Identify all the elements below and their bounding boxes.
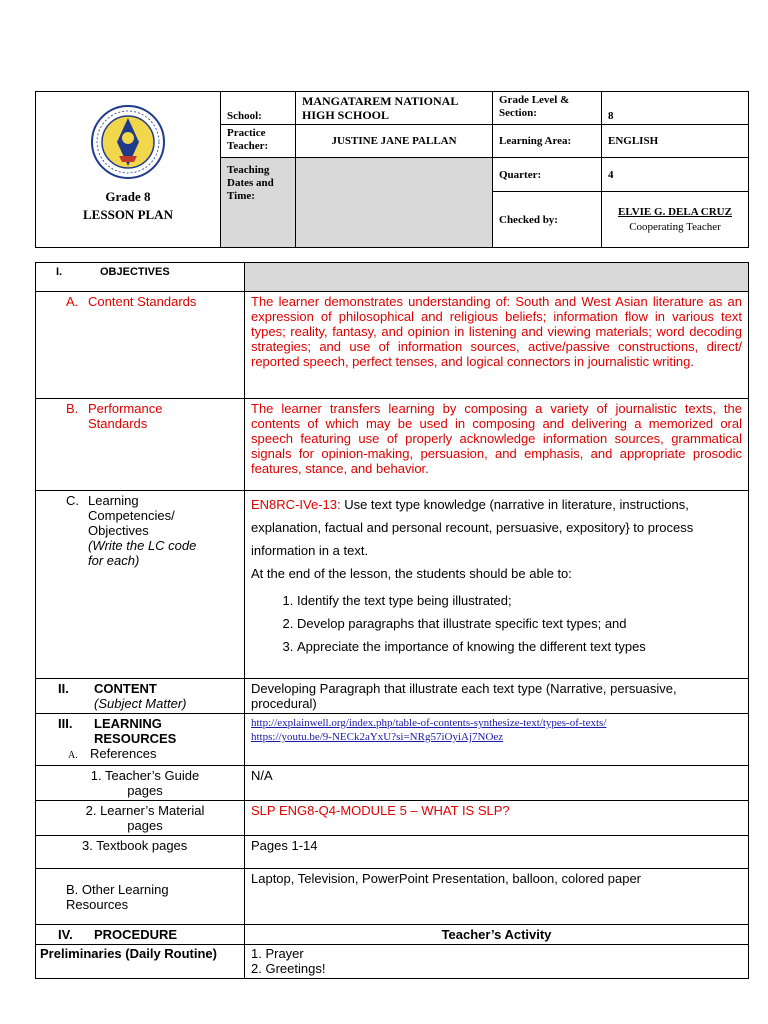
preliminaries-label: Preliminaries (Daily Routine) xyxy=(36,945,245,979)
checked-by-role: Cooperating Teacher xyxy=(629,221,721,233)
checked-by-cell xyxy=(602,192,749,248)
competencies-note: (Write the LC code for each) xyxy=(88,538,197,568)
content-num: II. xyxy=(58,681,69,696)
preliminary-item: 1. Prayer xyxy=(251,946,304,961)
deped-seal xyxy=(36,104,220,185)
content-standards-label: Content Standards xyxy=(88,294,197,309)
reference-link-2[interactable]: https://youtu.be/9-NECk2aYxU?si=NRg57iOyiAj7NOez xyxy=(251,731,504,743)
header-logo-cell xyxy=(36,92,221,248)
content-standards-label-cell xyxy=(36,292,245,399)
teachers-guide-label: 1. Teacher’s Guide pages xyxy=(36,766,245,801)
content-standards-num: A. xyxy=(66,294,79,309)
learners-material-label: 2. Learner’s Material pages xyxy=(36,801,245,836)
competency-text: Use text type knowledge (narrative in literature, instructions, explanation, factual and personal recount, persuasive, expository} to process information in a text. xyxy=(251,497,694,558)
other-resources-value: Laptop, Television, PowerPoint Presentation, balloon, colored paper xyxy=(245,869,749,925)
content-standards-text: The learner demonstrates understanding of: South and West Asian literature as an expression of philosophical and religious beliefs; information flow in various text types; reality, fantasy, and opinion in listening and viewing materials; word decoding strategies; and use of information sources, active/passive constructions, direct/ reported speech, perfect tenses, and logical connectors in journalistic writing. xyxy=(245,292,749,399)
performance-standards-label: Performance Standards xyxy=(88,401,163,431)
header-table xyxy=(35,91,749,248)
lesson-plan-title: LESSON PLAN xyxy=(83,207,173,222)
objective-item: 2. Develop paragraphs that illustrate specific text types; and xyxy=(297,616,742,632)
dates-value xyxy=(296,158,493,248)
performance-standards-label-cell xyxy=(36,399,245,491)
learning-area-label: Learning Area: xyxy=(493,125,602,158)
competency-statement xyxy=(251,493,742,562)
objectives-header-shade xyxy=(245,263,749,292)
learners-material-value: SLP ENG8-Q4-MODULE 5 – WHAT IS SLP? xyxy=(245,801,749,836)
resources-label-cell xyxy=(36,714,245,766)
school-label: School: xyxy=(221,92,296,125)
other-resources-label: B. Other Learning Resources xyxy=(36,869,245,925)
content-sub: (Subject Matter) xyxy=(94,696,187,711)
grade-level-label: Grade Level & Section: xyxy=(493,92,602,125)
quarter-value: 4 xyxy=(602,158,749,192)
checked-by-label: Checked by: xyxy=(493,192,602,248)
grade-title: Grade 8 xyxy=(105,189,151,204)
dates-label: Teaching Dates and Time: xyxy=(221,158,296,248)
lesson-table xyxy=(35,262,749,979)
reference-link-1[interactable]: http://explainwell.org/index.php/table-of-contents-synthesize-text/types-of-texts/ xyxy=(251,717,607,729)
objectives-title: OBJECTIVES xyxy=(100,266,170,278)
procedure-num: IV. xyxy=(58,927,73,942)
teachers-guide-value: N/A xyxy=(245,766,749,801)
textbook-value: Pages 1-14 xyxy=(245,836,749,869)
references-num: A. xyxy=(68,750,78,761)
teachers-activity-header: Teacher’s Activity xyxy=(245,925,749,945)
teacher-label: Practice Teacher: xyxy=(221,125,296,158)
competencies-label: Learning Competencies/ Objectives xyxy=(88,493,175,538)
content-title: CONTENT xyxy=(94,681,157,696)
quarter-label: Quarter: xyxy=(493,158,602,192)
competencies-label-cell xyxy=(36,491,245,679)
learning-area-value: ENGLISH xyxy=(602,125,749,158)
school-value: MANGATAREM NATIONAL HIGH SCHOOL xyxy=(296,92,493,125)
competencies-content-cell xyxy=(245,491,749,679)
deped-seal-icon xyxy=(79,104,177,180)
teacher-value: JUSTINE JANE PALLAN xyxy=(296,125,493,158)
procedure-label-cell xyxy=(36,925,245,945)
content-label-cell xyxy=(36,679,245,714)
procedure-title: PROCEDURE xyxy=(94,927,178,942)
objectives-intro: At the end of the lesson, the students should be able to: xyxy=(251,566,572,581)
objective-item: 3. Appreciate the importance of knowing the different text types xyxy=(297,639,742,655)
preliminary-item: 2. Greetings! xyxy=(251,961,326,976)
references-label: References xyxy=(90,746,157,761)
references-links-cell xyxy=(245,714,749,766)
resources-num: III. xyxy=(58,716,73,731)
performance-standards-num: B. xyxy=(66,401,79,416)
content-text: Developing Paragraph that illustrate each text type (Narrative, persuasive, procedural) xyxy=(245,679,749,714)
resources-title: LEARNING RESOURCES xyxy=(94,716,177,746)
preliminaries-items xyxy=(245,945,749,979)
objectives-header-cell xyxy=(36,263,245,292)
objective-item: 1. Identify the text type being illustrated; xyxy=(297,593,742,609)
competencies-num: C. xyxy=(66,493,79,508)
objectives-list xyxy=(251,593,742,655)
competency-code: EN8RC-IVe-13: xyxy=(251,497,341,512)
checked-by-name: ELVIE G. DELA CRUZ xyxy=(618,206,732,218)
performance-standards-text: The learner transfers learning by composing a variety of journalistic texts, the contents of which may be used in composing and delivering a memorized oral speech featuring use of properly acknowledge information sources, grammatical signals for opinion-making, persuasion, and emphasis, and appropriate prosodic features, stance, and behavior. xyxy=(245,399,749,491)
grade-level-value: 8 xyxy=(602,92,749,125)
textbook-label: 3. Textbook pages xyxy=(36,836,245,869)
objectives-num: I. xyxy=(56,266,63,278)
